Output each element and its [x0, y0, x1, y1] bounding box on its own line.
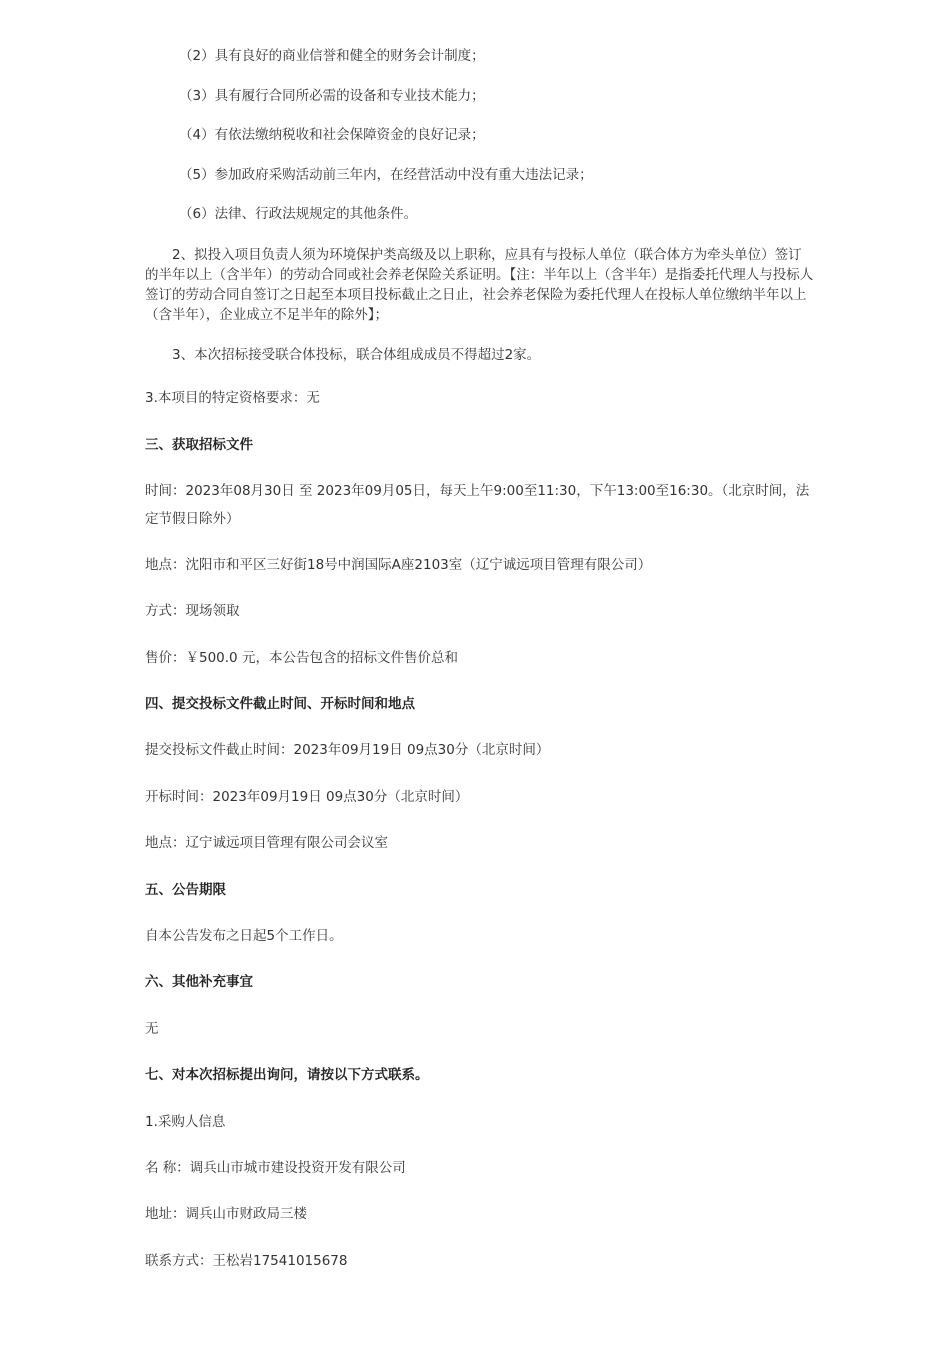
bid-deadline: 提交投标文件截止时间：2023年09月19日 09点30分（北京时间）: [145, 742, 550, 758]
purchaser-address: 地址：调兵山市财政局三楼: [145, 1206, 307, 1222]
bid-location: 地点：辽宁诚远项目管理有限公司会议室: [145, 835, 388, 851]
purchaser-info-title: 1.采购人信息: [145, 1114, 226, 1130]
qualification-item-4: （4）有依法缴纳税收和社会保障资金的良好记录；: [179, 127, 485, 143]
qualification-item-2: （2）具有良好的商业信誉和健全的财务会计制度；: [179, 48, 485, 64]
bid-opening-time: 开标时间：2023年09月19日 09点30分（北京时间）: [145, 789, 469, 805]
document-price: 售价：￥500.0 元，本公告包含的招标文件售价总和: [145, 650, 458, 666]
special-requirement: 3.本项目的特定资格要求：无: [145, 390, 320, 406]
qualification-item-3: （3）具有履行合同所必需的设备和专业技术能力；: [179, 88, 485, 104]
qualification-item-5: （5）参加政府采购活动前三年内，在经营活动中没有重大违法记录；: [179, 167, 593, 183]
section-7-heading: 七、对本次招标提出询问，请按以下方式联系。: [145, 1067, 429, 1083]
purchaser-contact: 联系方式：王松岩17541015678: [145, 1253, 348, 1269]
section-3-heading: 三、获取招标文件: [145, 437, 253, 453]
section-4-heading: 四、提交投标文件截止时间、开标时间和地点: [145, 696, 415, 712]
notice-period: 自本公告发布之日起5个工作日。: [145, 928, 343, 944]
section-6-heading: 六、其他补充事宜: [145, 974, 253, 990]
consortium-requirement: 3、本次招标接受联合体投标，联合体组成成员不得超过2家。: [172, 347, 541, 363]
purchaser-name: 名 称：调兵山市城市建设投资开发有限公司: [145, 1160, 406, 1176]
document-method: 方式：现场领取: [145, 603, 240, 619]
section-5-heading: 五、公告期限: [145, 882, 226, 898]
supplementary-matters: 无: [145, 1021, 159, 1037]
document-time: 时间：2023年08月30日 至 2023年09月05日，每天上午9:00至11:30，下午13:00至16:30。（北京时间，法定节假日除外）: [145, 483, 810, 527]
document-location: 地点：沈阳市和平区三好街18号中润国际A座2103室（辽宁诚远项目管理有限公司）: [145, 557, 652, 573]
project-leader-requirement: 2、拟投入项目负责人须为环境保护类高级及以上职称，应具有与投标人单位（联合体方为牵头单位）签订的半年以上（含半年）的劳动合同或社会养老保险关系证明。【注：半年以上（含半年）是指委托代理人与投标人签订的劳动合同自签订之日起至本项目投标截止之日止，社会养老保险为委托代理人在投标人单位缴纳半年以上（含半年），企业成立不足半年的除外】；: [145, 247, 814, 323]
qualification-item-6: （6）法律、行政法规规定的其他条件。: [179, 206, 418, 222]
